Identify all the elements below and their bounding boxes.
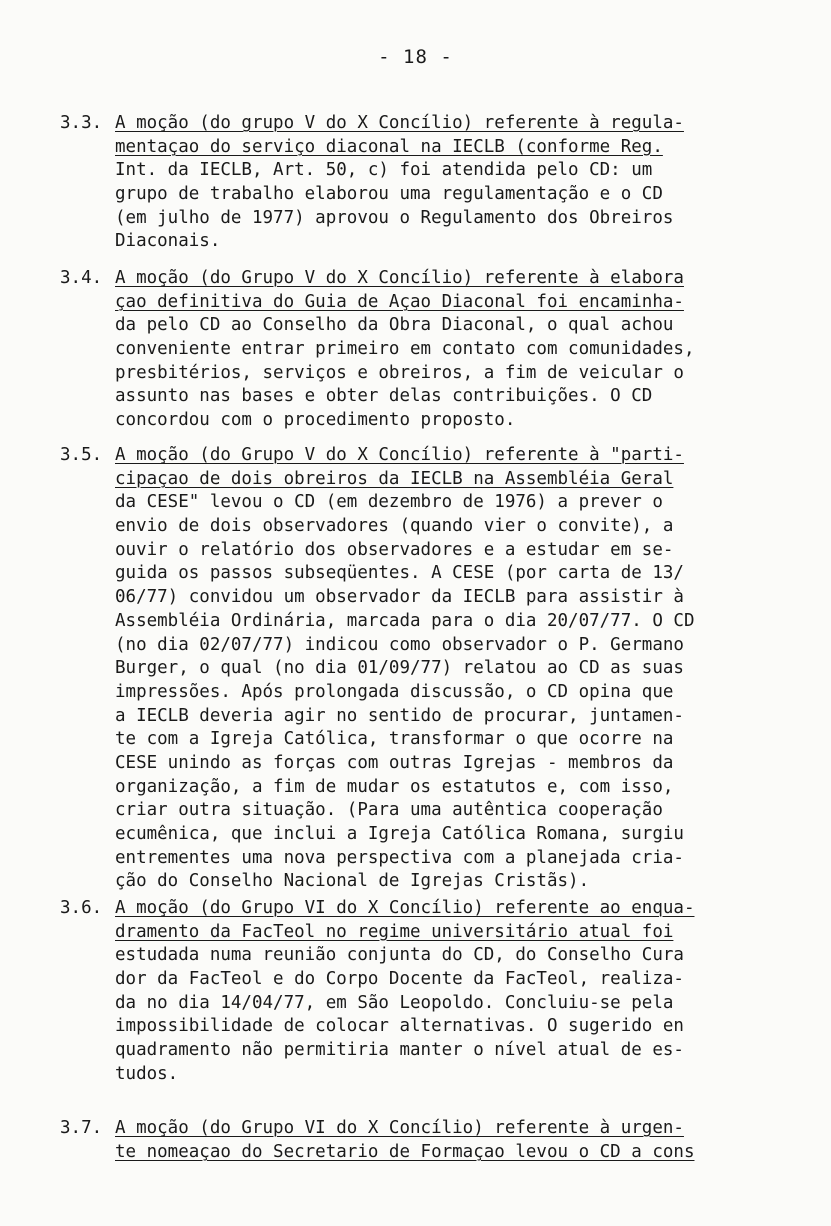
text-line: Int. da IECLB, Art. 50, c) foi atendida pelo CD: um xyxy=(115,160,653,181)
text-line: A moção (do Grupo V do X Concílio) referente à "parti- xyxy=(115,445,684,465)
text-line: A moção (do grupo V do X Concílio) referente à regula- xyxy=(115,113,684,133)
text-line: da no dia 14/04/77, em São Leopoldo. Concluiu-se pela xyxy=(115,992,674,1013)
text-line: cipaçao de dois obreiros da IECLB na Assembléia Geral xyxy=(115,468,674,489)
text-line: a IECLB deveria agir no sentido de procurar, juntamen- xyxy=(115,705,684,726)
section-number: 3.5. xyxy=(60,445,103,465)
text-line: conveniente entrar primeiro em contato com comunidades, xyxy=(115,339,695,360)
text-line: envio de dois observadores (quando vier o convite), a xyxy=(115,516,674,537)
text-line: te nomeaçao do Secretario de Formaçao levou o CD a cons xyxy=(115,1141,695,1162)
text-line: assunto nas bases e obter delas contribuições. O CD xyxy=(115,386,653,407)
text-line: ouvir o relatório dos observadores e a estudar em se- xyxy=(115,539,674,560)
text-line: A moção (do Grupo V do X Concílio) referente à elabora xyxy=(115,268,684,288)
text-line: criar outra situação. (Para uma autêntica cooperação xyxy=(115,800,663,821)
text-line: dor da FacTeol e do Corpo Docente da FacTeol, realiza- xyxy=(115,969,684,990)
page-number: - 18 - xyxy=(378,46,453,68)
text-line: CESE unindo as forças com outras Igrejas - membros da xyxy=(115,752,674,773)
text-line: quadramento não permitiria manter o nível atual de es- xyxy=(115,1040,684,1061)
text-line: (no dia 02/07/77) indicou como observador o P. Germano xyxy=(115,634,684,655)
text-line: mentaçao do serviço diaconal na IECLB (conforme Reg. xyxy=(115,136,663,157)
section-number: 3.3. xyxy=(60,113,103,133)
section-number: 3.7. xyxy=(60,1118,103,1138)
text-line: 06/77) convidou um observador da IECLB para assistir à xyxy=(115,587,684,608)
text-line: (em julho de 1977) aprovou o Regulamento dos Obreiros xyxy=(115,207,674,228)
text-line: estudada numa reunião conjunta do CD, do Conselho Cura xyxy=(115,945,684,966)
section-text xyxy=(115,444,823,894)
text-line: ção do Conselho Nacional de Igrejas Cristãs). xyxy=(115,871,590,892)
section-text xyxy=(115,1117,823,1164)
section-text xyxy=(115,267,823,433)
text-line: guida os passos subseqüentes. A CESE (por carta de 13/ xyxy=(115,563,684,584)
text-line: da pelo CD ao Conselho da Obra Diaconal, o qual achou xyxy=(115,315,674,336)
text-line: dramento da FacTeol no regime universitário atual foi xyxy=(115,921,674,942)
text-line: entrementes uma nova perspectiva com a planejada cria- xyxy=(115,847,684,868)
text-line: concordou com o procedimento proposto. xyxy=(115,410,516,431)
section-number: 3.6. xyxy=(60,898,103,918)
text-line: grupo de trabalho elaborou uma regulamentação e o CD xyxy=(115,184,663,205)
section-number: 3.4. xyxy=(60,268,103,288)
text-line: da CESE" levou o CD (em dezembro de 1976) a prever o xyxy=(115,492,663,513)
text-line: organização, a fim de mudar os estatutos e, com isso, xyxy=(115,776,674,797)
text-line: te com a Igreja Católica, transformar o que ocorre na xyxy=(115,729,674,750)
text-line: impossibilidade de colocar alternativas. O sugerido en xyxy=(115,1016,684,1037)
section-text xyxy=(115,112,823,254)
text-line: presbitérios, serviços e obreiros, a fim de veicular o xyxy=(115,362,684,383)
section-text xyxy=(115,897,823,1087)
text-line: A moção (do Grupo VI do X Concílio) referente ao enqua- xyxy=(115,898,695,918)
text-line: Diaconais. xyxy=(115,231,221,252)
text-line: impressões. Após prolongada discussão, o CD opina que xyxy=(115,681,674,702)
text-line: Burger, o qual (no dia 01/09/77) relatou ao CD as suas xyxy=(115,658,684,679)
text-line: A moção (do Grupo VI do X Concílio) referente à urgen- xyxy=(115,1118,684,1138)
text-line: çao definitiva do Guia de Açao Diaconal foi encaminha- xyxy=(115,291,684,312)
text-line: ecumênica, que inclui a Igreja Católica Romana, surgiu xyxy=(115,824,684,844)
text-line: tudos. xyxy=(115,1063,179,1084)
text-line: Assembléia Ordinária, marcada para o dia 20/07/77. O CD xyxy=(115,610,695,631)
